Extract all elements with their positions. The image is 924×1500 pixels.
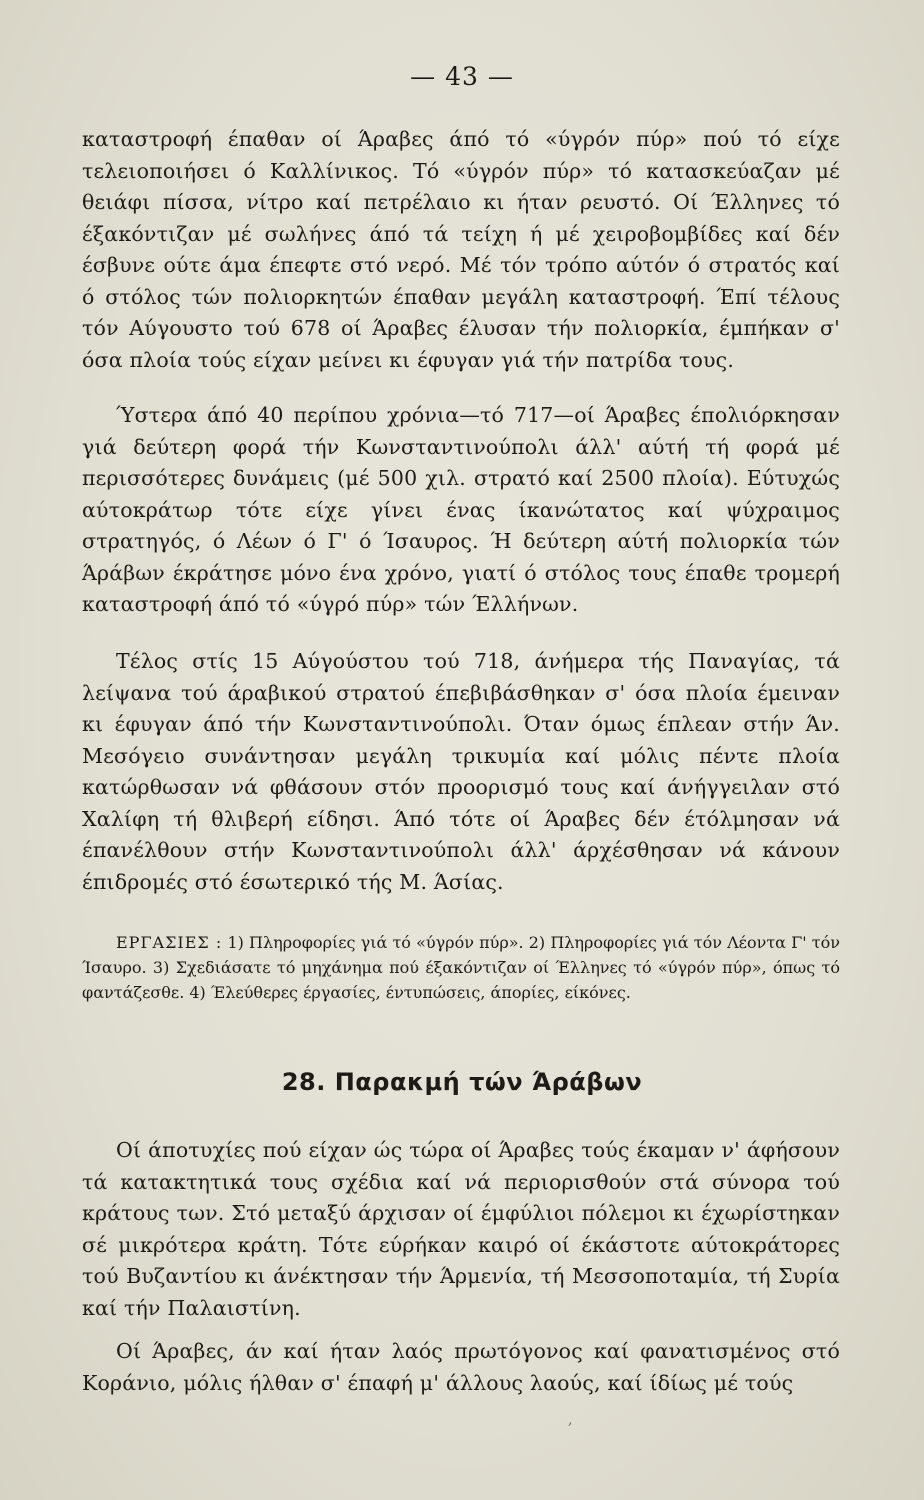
paragraph-5-block — [82, 1336, 840, 1399]
paragraph-4-block — [82, 1135, 840, 1324]
paragraph-2-block — [82, 400, 840, 621]
exercises-text: 1) Πληροφορίες γιά τό «ύγρόν πύρ». 2) Πληροφορίες γιά τόν Λέοντα Γ' τόν Ίσαυρο. 3) Σχεδιάσατε τό μηχάνημα πού έξακόντιζαν οί Έλληνες τό «ύγρόν πύρ», όπως τό φαντάζεσθε. 4) Έλεύθερες έργασίες, έντυπώσεις, άπορίες, είκόνες. — [82, 933, 840, 1002]
page-number: — 43 — — [410, 62, 514, 91]
paragraph-3-block — [82, 646, 840, 898]
paragraph-decline: Οί άποτυχίες πού είχαν ώς τώρα οί Άραβες τούς έκαμαν ν' άφήσουν τά κατακτητικά τους σχέδια καί νά περιορισθούν στά σύνορα τού κράτους των. Στό μεταξύ άρχισαν οί έμφύλιοι πόλεμοι κι έχωρίστηκαν σέ μικρότερα κράτη. Τότε εύρήκαν καιρό οί έκάστοτε αύτοκράτορες τού Βυζαντίου κι άνέκτησαν τήν Άρμενία, τή Μεσσοποταμία, τή Συρία καί τήν Παλαιστίνη. — [82, 1138, 840, 1320]
paragraph-second-siege: Ύστερα άπό 40 περίπου χρόνια—τό 717—οί Άραβες έπολιόρκησαν γιά δεύτερη φορά τήν Κωνσταντινούπολι άλλ' αύτή τή φορά μέ περισσότερες δυνάμεις (μέ 500 χιλ. στρατό καί 2500 πλοία). Εύτυχώς αύτοκράτωρ τότε είχε γίνει ένας ίκανώτατος καί ψύχραιμος στρατηγός, ό Λέων ό Γ' ό Ίσαυρος. Ή δεύτερη αύτή πολιορκία τών Άράβων έκράτησε μόνο ένα χρόνο, γιατί ό στόλος τους έπαθε τρομερή καταστροφή άπό τό «ύγρό πύρ» τών Έλλήνων. — [82, 403, 840, 616]
paragraph-1-block — [82, 124, 840, 376]
section-title: 28. Παρακμή τών Άράβων — [281, 1068, 643, 1096]
paragraph-retreat: Τέλος στίς 15 Αύγούστου τού 718, άνήμερα τής Παναγίας, τά λείψανα τού άραβικού στρατού έπεβιβάσθηκαν σ' όσα πλοία έμειναν κι έφυγαν άπό τήν Κωνσταντινούπολι. Όταν όμως έπλεαν στήν Άν. Μεσόγειο συνάντησαν μεγάλη τρικυμία καί μόλις πέντε πλοία κατώρθωσαν νά φθάσουν στόν προορισμό τους καί άνήγγειλαν στό Χαλίφη τή θλιβερή είδησι. Άπό τότε οί Άραβες δέν έτόλμησαν νά έπανέλθουν στήν Κωνσταντινούπολι άλλ' άρχέσθησαν νά κάνουν έπιδρομές στό έσωτερικό τής Μ. Άσίας. — [82, 649, 840, 894]
exercises-block — [82, 930, 840, 1005]
exercises-paragraph — [82, 930, 840, 1005]
paragraph-arabs-culture: Οί Άραβες, άν καί ήταν λαός πρωτόγονος καί φανατισμένος στό Κοράνιο, μόλις ήλθαν σ' έπαφή μ' άλλους λαούς, καί ίδίως μέ τούς — [82, 1339, 840, 1395]
exercises-heading: ΕΡΓΑΣΙΕΣ : — [116, 933, 223, 952]
paragraph-greek-fire: καταστροφή έπαθαν οί Άραβες άπό τό «ύγρόν πύρ» πού τό είχε τελειοποιήσει ό Καλλίνικος. Τό «ύγρόν πύρ» τό κατασκεύαζαν μέ θειάφι πίσσα, νίτρο καί πετρέλαιο κι ήταν ρευστό. Οί Έλληνες τό έξακόντιζαν μέ σωλήνες άπό τά τείχη ή μέ χειροβομβίδες καί δέν έσβυνε ούτε άμα έπεφτε στό νερό. Μέ τόν τρόπο αύτόν ό στρατός καί ό στόλος τών πολιορκητών έπαθαν μεγάλη καταστροφή. Έπί τέλους τόν Αύγουστο τού 678 οί Άραβες έλυσαν τήν πολιορκία, έμπήκαν σ' όσα πλοία τούς είχαν μείνει κι έφυγαν γιά τήν πατρίδα τους. — [82, 127, 840, 372]
ink-speck-decoration: , — [568, 1412, 573, 1428]
